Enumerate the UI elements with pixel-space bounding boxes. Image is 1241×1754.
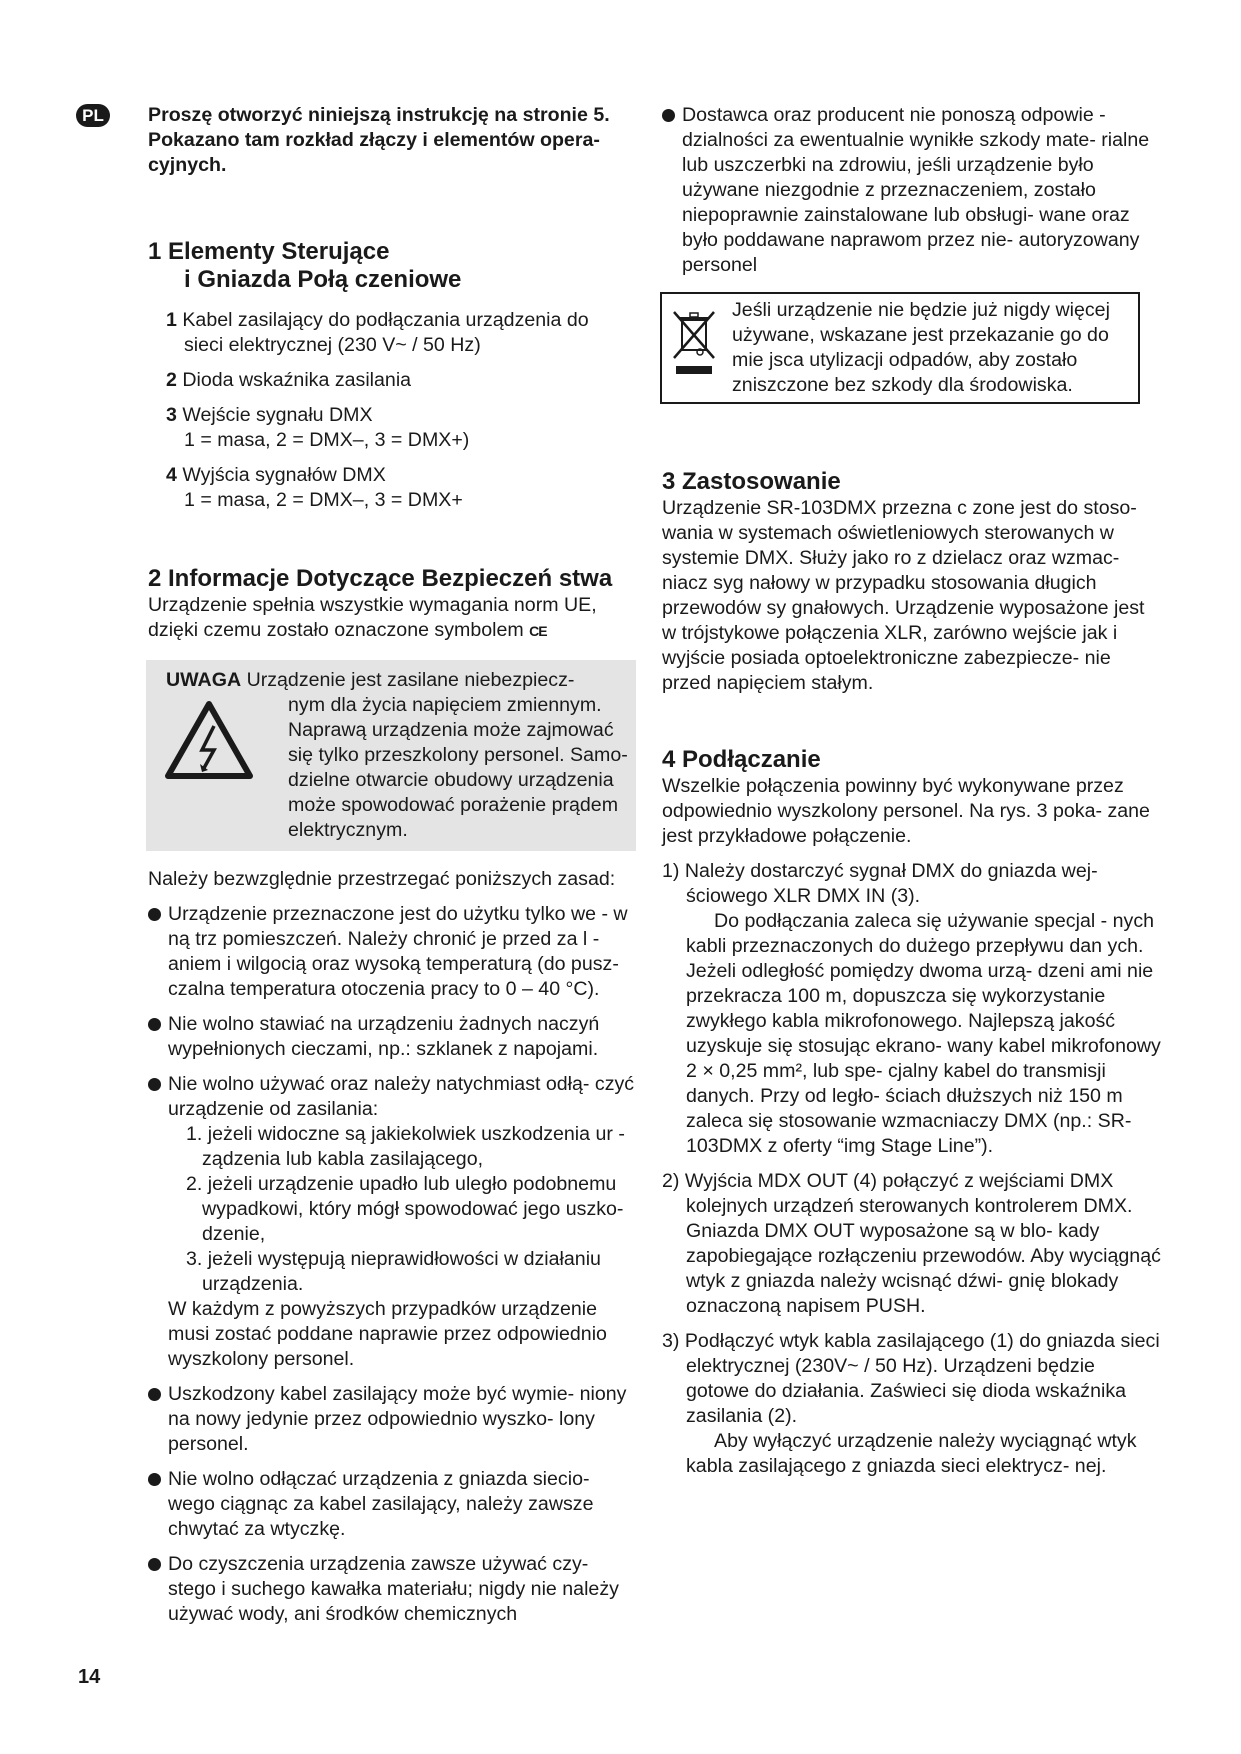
item-number: 2 xyxy=(166,369,177,391)
bullet-text: Do czyszczenia urządzenia zawsze używać czy- stego i suchego kawałka materiału; nigdy nie należy używać wody, ani środków chemicznych xyxy=(168,1553,619,1625)
item-number: 1 xyxy=(166,309,177,331)
step-item xyxy=(662,1169,1162,1319)
bullet-text: Nie wolno używać oraz należy natychmiast odłą- czyć urządzenie od zasilania: xyxy=(168,1073,635,1120)
warning-box xyxy=(146,660,636,851)
warning-line: elektrycznym. xyxy=(288,819,408,841)
bullet-dot-icon xyxy=(662,109,675,122)
body-line: Urządzenie spełnia wszystkie wymagania norm UE, xyxy=(148,594,597,616)
bullet-dot-icon xyxy=(148,1473,161,1486)
body-line: dzięki czemu zostało oznaczone symbolem xyxy=(148,619,524,641)
bullet-item xyxy=(662,103,1162,278)
rules-intro: Należy bezwzględnie przestrzegać poniższych zasad: xyxy=(148,868,616,890)
bullet-item xyxy=(148,1467,638,1542)
warning-line: nym dla życia napięciem zmiennym. xyxy=(288,694,602,716)
bullet-outro: W każdym z powyższych przypadków urządzenie musi zostać poddane naprawie przez odpowiednio wyszkolony personel. xyxy=(168,1298,607,1370)
warning-line: Urządzenie jest zasilane niebezpiecz- xyxy=(246,669,575,691)
left-column xyxy=(148,103,638,1637)
list-item xyxy=(166,308,638,358)
bullet-dot-icon xyxy=(148,1558,161,1571)
section-title-line: 1 Elementy Sterujące xyxy=(148,238,390,265)
intro-line: cyjnych. xyxy=(148,154,227,176)
sub-item-text: 1. jeżeli widoczne są jakiekolwiek uszkodzenia ur - ządzenia lub kabla zasilającego, xyxy=(186,1123,625,1170)
list-item xyxy=(166,463,638,513)
warning-line: może spowodować porażenie prądem xyxy=(288,794,619,816)
sub-list-item xyxy=(186,1122,638,1172)
intro-line: Proszę otworzyć niniejszą instrukcję na stronie 5. xyxy=(148,104,610,126)
section-title-line: i Gniazda Połą czeniowe xyxy=(184,266,462,293)
item-text-cont: sieci elektrycznej (230 V~ / 50 Hz) xyxy=(184,334,481,356)
bullet-item xyxy=(148,1382,638,1457)
sub-item-text: 3. jeżeli występują nieprawidłowości w działaniu urządzenia. xyxy=(186,1248,601,1295)
item-text-cont: 1 = masa, 2 = DMX–, 3 = DMX+) xyxy=(184,429,470,451)
step-paragraph: Aby wyłączyć urządzenie należy wyciągnąć wtyk kabla zasilającego z gniazda sieci elektrycz- nej. xyxy=(686,1430,1137,1477)
bullet-text: Dostawca oraz producent nie ponoszą odpowie - dzialności za ewentualnie wynikłe szkody mate- rialne lub uszczerbki na zdrowiu, jeśli urządzenie było używane niezgodnie z przeznaczeniem, zostało niepoprawnie zainstalowane lub obsługi- wane oraz było poddawane naprawom przez nie- autoryzowany personel xyxy=(682,104,1150,276)
weee-disposal-box xyxy=(660,292,1140,404)
item-number: 4 xyxy=(166,464,177,486)
section-3-title: 3 Zastosowanie xyxy=(662,468,841,495)
bullet-item xyxy=(148,1012,638,1062)
section-2-title: 2 Informacje Dotyczące Bezpieczeń stwa xyxy=(148,565,613,592)
high-voltage-warning-icon xyxy=(164,700,254,780)
section-4-title: 4 Podłączanie xyxy=(662,746,821,773)
page-number: 14 xyxy=(78,1666,101,1688)
step-text: 3) Podłączyć wtyk kabla zasilającego (1) do gniazda sieci elektrycznej (230V~ / 50 Hz). Urządzeni będzie gotowe do działania. Zaświeci się dioda wskaźnika zasilania (2). xyxy=(662,1330,1160,1427)
warning-line: Naprawą urządzenia może zajmować xyxy=(288,719,614,741)
section-4-body: Wszelkie połączenia powinny być wykonywane przez odpowiednio wyszkolony personel. Na rys. 3 poka- zane jest przykładowe połączenie. xyxy=(662,775,1150,847)
step-paragraph: Do podłączania zaleca się używanie specjal - nych kabli przeznaczonych do dużego przepływu dan ych. Jeżeli odległość pomiędzy dwoma urzą- dzeni ami nie przekracza 100 m, dopuszcza się wykorzystanie zwykłego kabla mikrofonowego. Najlepszą jakość uzyskuje się stosując ekrano- wany kabel mikrofonowy 2 × 0,25 mm², lub spe- cjalny kabel do transmisji danych. Przy od legło- ściach dłuższych niż 150 m zaleca się stosowanie wzmacniaczy DMX (np.: SR-103DMX z oferty “img Stage Line”). xyxy=(686,910,1161,1157)
bullet-dot-icon xyxy=(148,1018,161,1031)
liability-bullet xyxy=(662,103,1162,278)
bullet-item xyxy=(148,1552,638,1627)
bullet-dot-icon xyxy=(148,908,161,921)
bullet-text: Uszkodzony kabel zasilający może być wymie- niony na nowy jedynie przez odpowiednio wyszko- lony personel. xyxy=(168,1383,627,1455)
sub-list-item xyxy=(186,1247,638,1297)
crossed-bin-icon xyxy=(670,306,718,378)
intro-line: Pokazano tam rozkład złączy i elementów opera- xyxy=(148,129,600,151)
warning-label: UWAGA xyxy=(166,669,242,691)
bullet-text: Nie wolno odłączać urządzenia z gniazda siecio- wego ciągnąc za kabel zasilający, należy zawsze chwytać za wtyczkę. xyxy=(168,1468,594,1540)
section-2-body xyxy=(148,593,638,644)
ce-mark: CE xyxy=(529,623,547,639)
right-column xyxy=(662,103,1162,1489)
bullet-item xyxy=(148,1072,638,1372)
controls-list xyxy=(148,308,638,513)
step-item xyxy=(662,1329,1162,1479)
language-badge: PL xyxy=(76,104,110,127)
list-item xyxy=(166,403,638,453)
bullet-text: Urządzenie przeznaczone jest do użytku tylko we - w ną trz pomieszczeń. Należy chronić je przed za l - aniem i wilgocią oraz wysoką temperaturą (do pusz- czalna temperatura otoczenia pracy to 0 – 40 °C). xyxy=(168,903,628,1000)
bullet-item xyxy=(148,902,638,1002)
bullet-dot-icon xyxy=(148,1388,161,1401)
item-text-cont: 1 = masa, 2 = DMX–, 3 = DMX+ xyxy=(184,489,463,511)
bullet-text: Nie wolno stawiać na urządzeniu żadnych naczyń wypełnionych cieczami, np.: szklanek z napojami. xyxy=(168,1013,600,1060)
sub-list xyxy=(168,1122,638,1297)
section-1-title xyxy=(148,238,638,294)
list-item xyxy=(166,368,638,393)
bullet-dot-icon xyxy=(148,1078,161,1091)
step-text: 2) Wyjścia MDX OUT (4) połączyć z wejściami DMX kolejnych urządzeń sterowanych kontrolerem DMX. Gniazda DMX OUT wyposażone są w blo- kady zapobiegające rozłączeniu przewodów. Aby wyciągnąć wtyk z gniazda należy wcisnąć dźwi- gnię blokady oznaczoną napisem PUSH. xyxy=(662,1170,1161,1317)
step-text: 1) Należy dostarczyć sygnał DMX do gniazda wej- ściowego XLR DMX IN (3). xyxy=(662,860,1098,907)
intro-text xyxy=(148,103,638,178)
item-text: Dioda wskaźnika zasilania xyxy=(182,369,412,391)
warning-line: się tylko przeszkolony personel. Samo- xyxy=(288,744,628,766)
section-3-body: Urządzenie SR-103DMX przezna c zone jest do stoso- wania w systemach oświetleniowych sterowanych w systemie DMX. Służy jako ro z dzielacz oraz wzmac- niacz syg nałowy w przypadku stosowania długich przewodów sy gnałowych. Urządzenie wyposażone jest w trójstykowe połączenia XLR, zarówno wejście jak i wyjście posiada optoelektroniczne zabezpiecze- nie przed napięciem stałym. xyxy=(662,497,1145,694)
step-item xyxy=(662,859,1162,1159)
connection-steps xyxy=(662,859,1162,1479)
item-number: 3 xyxy=(166,404,177,426)
item-text: Kabel zasilający do podłączania urządzenia do xyxy=(182,309,589,331)
weee-text: Jeśli urządzenie nie będzie już nigdy więcej używane, wskazane jest przekazanie go do mie jsca utylizacji odpadów, aby zostało zniszczone bez szkody dla środowiska. xyxy=(732,299,1110,396)
sub-list-item xyxy=(186,1172,638,1247)
safety-bullets xyxy=(148,902,638,1627)
warning-line: dzielne otwarcie obudowy urządzenia xyxy=(288,769,614,791)
item-text: Wejście sygnału DMX xyxy=(182,404,373,426)
sub-item-text: 2. jeżeli urządzenie upadło lub uległo podobnemu wypadkowi, który mógł spowodować jego uszko- dzenie, xyxy=(186,1173,624,1245)
item-text: Wyjścia sygnałów DMX xyxy=(182,464,386,486)
